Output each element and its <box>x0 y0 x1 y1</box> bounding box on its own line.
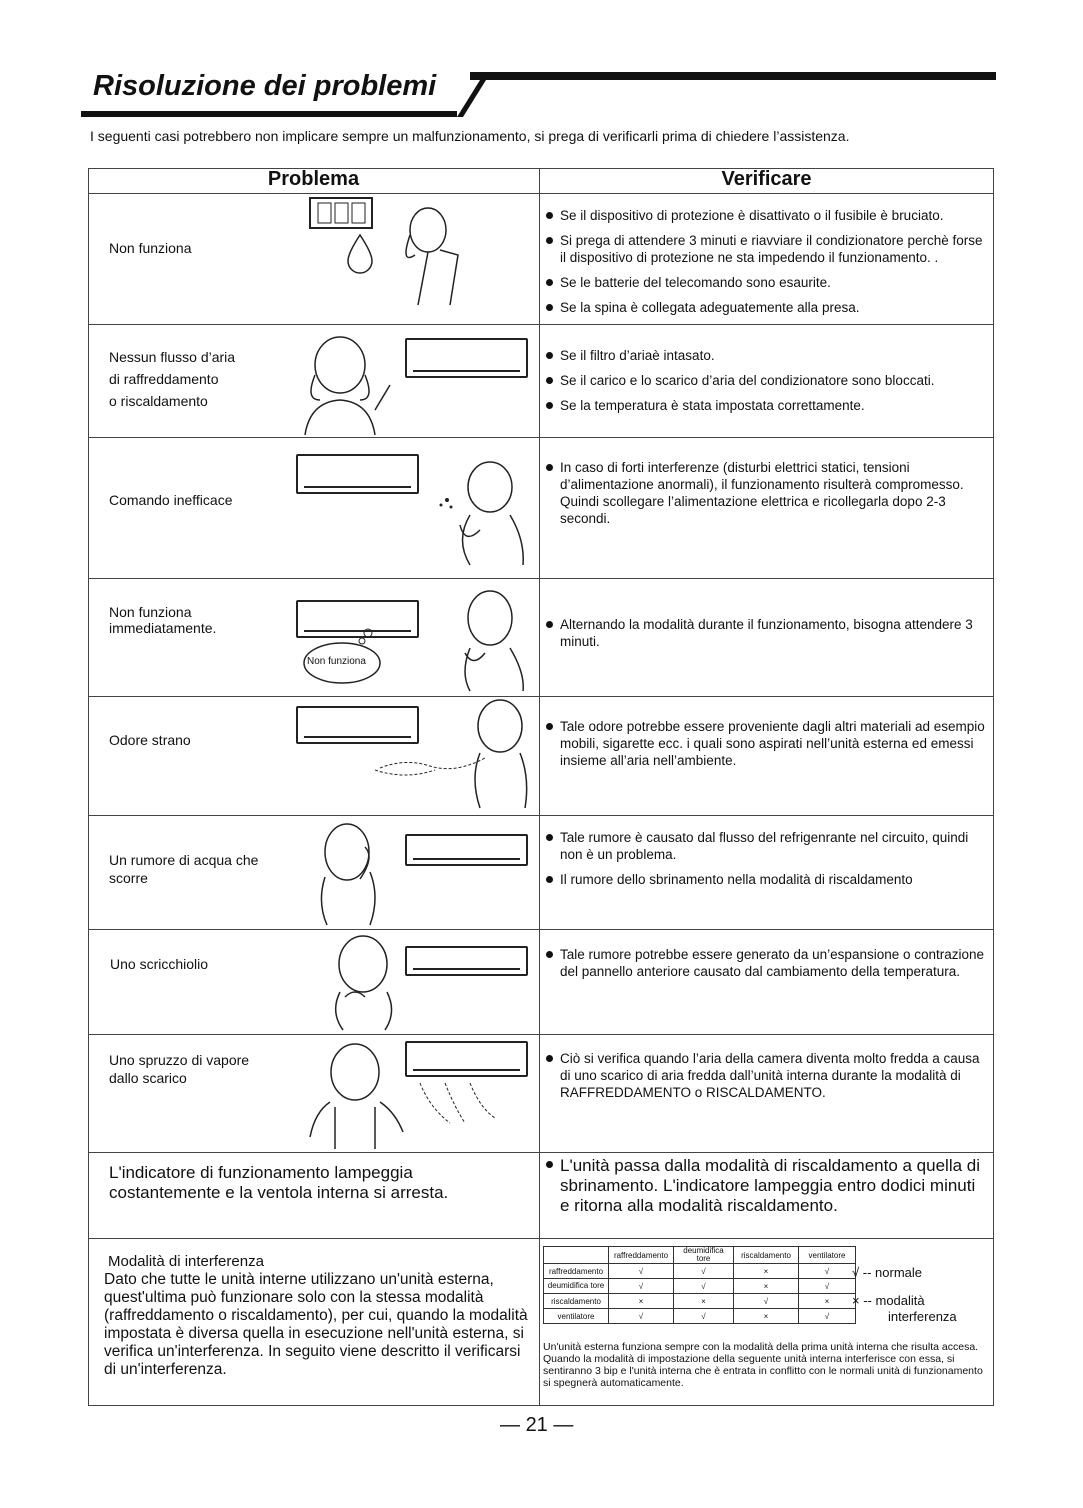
person-listening-illustration <box>315 817 385 927</box>
matrix-header: raffreddamento <box>609 1247 674 1264</box>
speech-bubble <box>300 625 390 685</box>
matrix-cell: × <box>734 1279 799 1294</box>
table-rule <box>88 929 994 930</box>
ac-unit-illustration <box>405 834 528 866</box>
smell-person-illustration <box>375 698 535 810</box>
matrix-cell: √ <box>609 1264 674 1279</box>
person-shrug-illustration <box>305 1037 405 1149</box>
check-item: Se il carico e lo scarico d’aria del condizionatore sono bloccati. <box>546 372 986 389</box>
matrix-cell: √ <box>734 1294 799 1309</box>
problem-text: Non funziona <box>109 240 192 256</box>
matrix-header: ventilatore <box>799 1247 856 1264</box>
problem-title: Modalità di interferenza <box>108 1253 264 1270</box>
matrix-corner <box>544 1247 609 1264</box>
person-illustration <box>325 932 405 1032</box>
problem-text <box>109 346 235 412</box>
ac-unit-illustration <box>405 946 528 976</box>
matrix-note: Un'unità esterna funziona sempre con la modalità della prima unità interna che risulta accesa. Quando la modalità di impostazione della seguente unità interna interferisce con essa, si sentiranno 3 bip e l'unità interna che è entrata in conflitto con le normali unità di funzionamento si spegnerà automaticamente. <box>543 1341 983 1389</box>
check-item: Ciò si verifica quando l’aria della camera diventa molto fredda a causa di uno scarico di aria fredda dall’unità interna durante la modalità di RAFFREDDAMENTO o RISCALDAMENTO. <box>546 1050 986 1101</box>
check-list <box>546 829 986 896</box>
page-number: — 21 — <box>500 1414 574 1436</box>
check-item: Se le batterie del telecomando sono esaurite. <box>546 274 986 291</box>
legend-interference: × -- modalità interferenza <box>852 1293 957 1324</box>
check-item: Il rumore dello sbrinamento nella modalità di riscaldamento <box>546 871 986 888</box>
problem-text: L'indicatore di funzionamento lampeggia costantemente e la ventola interna si arresta. <box>109 1163 449 1202</box>
ac-unit-illustration <box>405 338 528 378</box>
page-number-value: 21 <box>525 1414 548 1436</box>
page-title: Risoluzione dei problemi <box>93 70 437 102</box>
check-list <box>546 718 986 777</box>
matrix-cell: √ <box>674 1309 734 1324</box>
problem-line: dallo scarico <box>109 1070 187 1086</box>
table-rule <box>88 578 994 579</box>
matrix-cell: × <box>734 1309 799 1324</box>
problem-text <box>109 1051 249 1087</box>
check-list <box>546 1050 986 1109</box>
table-rule <box>88 815 994 816</box>
problem-line: Non funziona <box>109 604 192 620</box>
matrix-cell: √ <box>799 1279 856 1294</box>
matrix-row-label: deumidifica tore <box>544 1279 609 1294</box>
problem-line: immediatamente. <box>109 620 217 636</box>
table-rule <box>88 437 994 438</box>
check-list <box>546 459 986 535</box>
problem-text: Dato che tutte le unità interne utilizzano un'unità esterna, quest'ultima può funzionare solo con la stessa modalità (raffreddamento o riscaldamento), per cui, quando la modalità impostata è diversa quella in esecuzione nell'unità esterna, si verifica un'interferenza. In seguito viene descritto il verificarsi di un'interferenza. <box>104 1271 528 1378</box>
problem-text: Uno scricchiolio <box>110 956 209 972</box>
problem-text <box>109 604 216 636</box>
problem-line: Uno spruzzo di vapore <box>109 1052 250 1068</box>
ac-unit-illustration <box>405 1041 528 1077</box>
problem-line: scorre <box>109 870 148 886</box>
check-icon: √ <box>852 1265 860 1280</box>
check-item: In caso di forti interferenze (disturbi elettrici statici, tensioni d’alimentazione anormali), il funzionamento risulterà compromesso. Quindi scollegare l’alimentazione elettrica e ricollegarla dopo 2-3 secondi. <box>546 459 986 527</box>
problem-text <box>109 851 258 887</box>
matrix-cell: × <box>734 1264 799 1279</box>
check-item: Alternando la modalità durante il funzionamento, bisogna attendere 3 minuti. <box>546 616 986 650</box>
check-list <box>546 616 986 658</box>
matrix-row-label: raffreddamento <box>544 1264 609 1279</box>
person-illustration <box>295 330 405 435</box>
problem-line: o riscaldamento <box>109 393 208 409</box>
header-bar-top <box>470 72 996 80</box>
problem-line: di raffreddamento <box>109 371 219 387</box>
check-item: L'unità passa dalla modalità di riscaldamento a quella di sbrinamento. L'indicatore lampeggia entro dodici minuti e ritorna alla modalità riscaldamento. <box>546 1156 986 1216</box>
table-divider <box>539 168 540 1406</box>
matrix-row-label: riscaldamento <box>544 1294 609 1309</box>
column-header-check: Verificare <box>721 168 812 190</box>
interference-matrix <box>543 1246 856 1324</box>
table-rule <box>88 1152 994 1153</box>
legend-label: interferenza <box>888 1309 957 1324</box>
problem-text: Comando inefficace <box>109 492 233 508</box>
person-remote-illustration <box>435 455 530 575</box>
table-rule <box>88 193 994 194</box>
table-rule <box>88 696 994 697</box>
matrix-cell: √ <box>674 1264 734 1279</box>
legend-normal: √ -- normale <box>852 1265 922 1280</box>
table-rule <box>88 1238 994 1239</box>
check-item: Tale odore potrebbe essere proveniente dagli altri materiali ad esempio mobili, sigarette ecc. i quali sono aspirati nell’unità esterna ed emessi insieme all’aria nell’ambiente. <box>546 718 986 769</box>
matrix-cell: √ <box>674 1279 734 1294</box>
legend-label: normale <box>875 1265 922 1280</box>
matrix-cell: √ <box>799 1264 856 1279</box>
matrix-cell: √ <box>799 1309 856 1324</box>
check-list <box>546 1156 986 1224</box>
check-item: Se il dispositivo di protezione è disattivato o il fusibile è bruciato. <box>546 207 986 224</box>
column-header-problem: Problema <box>267 168 360 190</box>
check-item: Se la temperatura è stata impostata correttamente. <box>546 397 986 414</box>
table-rule <box>88 1034 994 1035</box>
ac-unit-illustration <box>296 454 419 494</box>
intro-text: I seguenti casi potrebbero non implicare sempre un malfunzionamento, si prega di verificarli prima di chiedere l’assistenza. <box>90 128 850 144</box>
speech-bubble-text: Non funziona <box>307 656 366 667</box>
vapor-illustration <box>410 1078 510 1128</box>
check-item: Tale rumore è causato dal flusso del refrigenrante nel circuito, quindi non è un problema. <box>546 829 986 863</box>
matrix-cell: √ <box>609 1279 674 1294</box>
fuse-box-illustration <box>300 195 470 310</box>
person-illustration <box>455 583 535 693</box>
check-item: Tale rumore potrebbe essere generato da un’espansione o contrazione del pannello anteriore causato dal cambiamento della temperatura. <box>546 946 986 980</box>
header-bar-bottom <box>81 111 457 117</box>
cross-icon: × <box>852 1293 860 1308</box>
matrix-header: deumidifica tore <box>674 1247 734 1264</box>
matrix-cell: × <box>799 1294 856 1309</box>
matrix-cell: √ <box>609 1309 674 1324</box>
matrix-cell: × <box>609 1294 674 1309</box>
check-list <box>546 946 986 988</box>
matrix-row-label: ventilatore <box>544 1309 609 1324</box>
check-item: Se la spina è collegata adeguatemente alla presa. <box>546 299 986 316</box>
check-list <box>546 347 986 422</box>
check-item: Se il filtro d’ariaè intasato. <box>546 347 986 364</box>
matrix-header: riscaldamento <box>734 1247 799 1264</box>
matrix-cell: × <box>674 1294 734 1309</box>
problem-line: Nessun flusso d’aria <box>109 349 236 365</box>
problem-text: Odore strano <box>109 732 191 748</box>
check-item: Si prega di attendere 3 minuti e riavviare il condizionatore perchè forse il dispositivo di protezione ne sta impedendo il funzionamento. . <box>546 232 986 266</box>
legend-label: modalità <box>875 1293 925 1308</box>
problem-line: Un rumore di acqua che <box>109 852 259 868</box>
check-list <box>546 207 986 324</box>
table-rule <box>88 324 994 325</box>
